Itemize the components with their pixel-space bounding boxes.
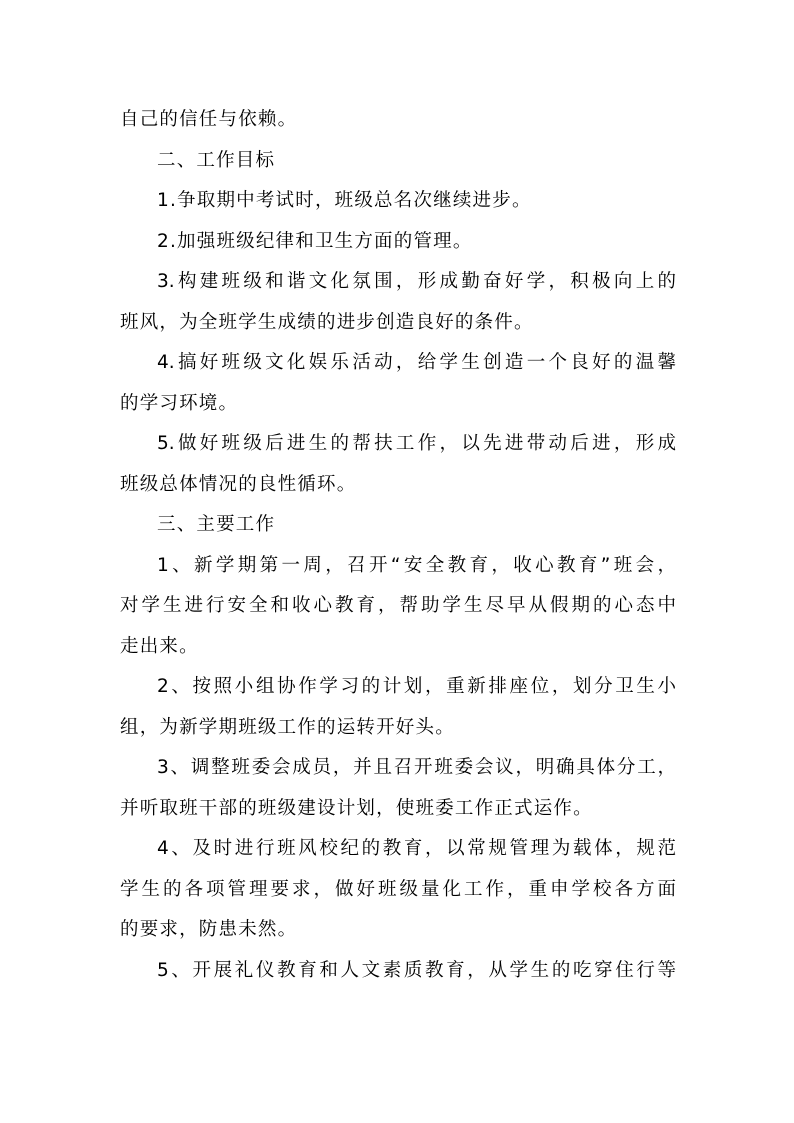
text-line: 对学生进行安全和收心教育，帮助学生尽早从假期的心态中 (120, 595, 676, 616)
text-line: 1.争取期中考试时，班级总名次继续进步。 (157, 190, 532, 211)
text-line: 的学习环境。 (120, 392, 239, 414)
text-line: 学生的各项管理要求，做好班级量化工作，重申学校各方面 (120, 878, 676, 900)
text-line: 班风，为全班学生成绩的进步创造良好的条件。 (120, 311, 534, 333)
text-line: 4.搞好班级文化娱乐活动，给学生创造一个良好的温馨 (157, 352, 676, 373)
document-body (120, 100, 676, 991)
text-line: 2.加强班级纪律和卫生方面的管理。 (157, 230, 473, 252)
text-line: 3、调整班委会成员，并且召开班委会议，明确具体分工， (157, 757, 676, 778)
text-line: 自己的信任与依赖。 (120, 109, 298, 130)
text-line: 2、按照小组协作学习的计划，重新排座位，划分卫生小 (157, 676, 676, 697)
text-line: 4、及时进行班风校纪的教育，以常规管理为载体，规范 (157, 838, 676, 859)
text-line: 5、开展礼仪教育和人文素质教育，从学生的吃穿住行等 (157, 959, 676, 981)
text-line: 班级总体情况的良性循环。 (120, 473, 357, 495)
text-line: 二、工作目标 (157, 149, 276, 171)
text-line: 3.构建班级和谐文化氛围，形成勤奋好学，积极向上的 (157, 271, 676, 292)
text-line: 组，为新学期班级工作的运转开好头。 (120, 716, 455, 738)
text-line: 1、新学期第一周，召开“安全教育，收心教育”班会， (157, 554, 676, 576)
text-line: 的要求，防患未然。 (120, 919, 298, 940)
text-line: 三、主要工作 (157, 514, 276, 535)
text-line: 并听取班干部的班级建设计划，使班委工作正式运作。 (120, 797, 593, 819)
text-line: 走出来。 (120, 635, 199, 657)
text-line: 5.做好班级后进生的帮扶工作，以先进带动后进，形成 (157, 433, 676, 454)
